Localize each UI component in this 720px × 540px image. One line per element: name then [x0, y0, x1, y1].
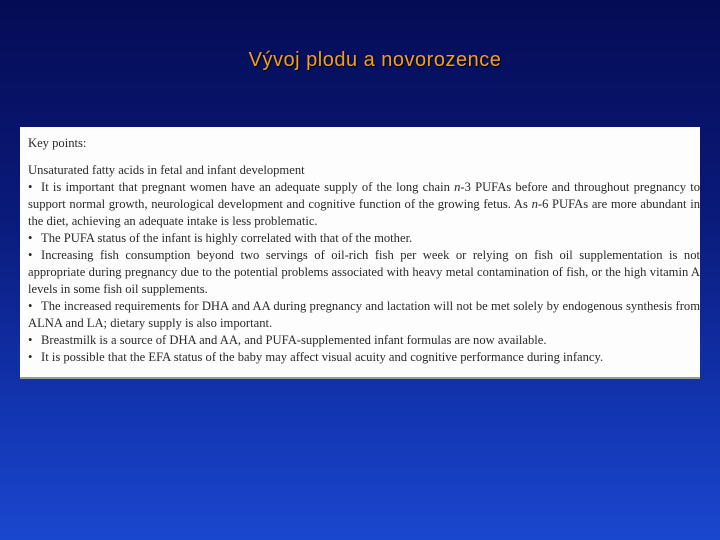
item-text: -3 PUFAs before and throughout pregnancy to support normal growth, neurological development and cognitive function of the growing fetus. As [28, 180, 700, 211]
key-points-heading: Key points: [28, 136, 87, 150]
list-item [28, 230, 700, 247]
item-text: The increased requirements for DHA and AA during pregnancy and lactation will not be met solely by endogenous synthesis from ALNA and LA; dietary supply is also important. [28, 299, 700, 330]
list-item [28, 332, 700, 349]
item-text: It is possible that the EFA status of the baby may affect visual acuity and cognitive performance during infancy. [41, 350, 604, 364]
item-text: The PUFA status of the infant is highly correlated with that of the mother. [41, 231, 413, 245]
list-item [28, 179, 700, 230]
item-text: n [531, 197, 538, 211]
item-text: It is important that pregnant women have an adequate supply of the long chain [41, 180, 455, 194]
slide-title: Vývoj plodu a novorozence [248, 49, 502, 71]
list-item [28, 349, 700, 366]
section-title: Unsaturated fatty acids in fetal and infant development [28, 163, 305, 177]
item-text: Breastmilk is a source of DHA and AA, and PUFA-supplemented infant formulas are now available. [41, 333, 547, 347]
item-text: n [454, 180, 461, 194]
key-points-list [28, 179, 700, 366]
item-text: Increasing fish consumption beyond two servings of oil-rich fish per week or relying on fish oil supplementation is not appropriate during pregnancy due to the potential problems associated with heavy metal contamination of fish, or the high vitamin A levels in some fish oil supplements. [28, 248, 700, 296]
list-item [28, 298, 700, 332]
item-text: -6 PUFAs are more abundant in the diet, achieving an adequate intake is less problematic. [28, 197, 701, 228]
list-item [28, 247, 700, 298]
key-points-box [20, 127, 700, 379]
